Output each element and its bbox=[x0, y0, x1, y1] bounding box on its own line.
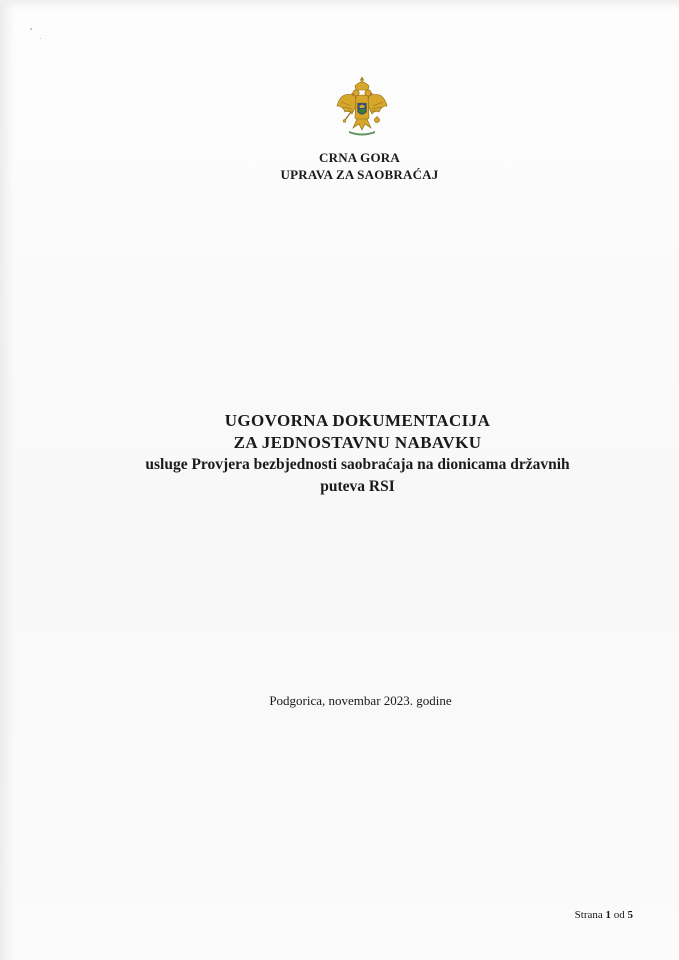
page-number-prefix: Strana bbox=[574, 909, 603, 921]
title-line-1: UGOVORNA DOKUMENTACIJA bbox=[224, 411, 491, 430]
page-number-separator: od bbox=[613, 909, 625, 921]
title-line-2: ZA JEDNOSTAVNU NABAVKU bbox=[233, 433, 482, 452]
montenegro-coat-of-arms-icon bbox=[333, 76, 391, 138]
place-and-date: Podgorica, novembar 2023. godine bbox=[269, 693, 452, 708]
page-number-total: 5 bbox=[627, 909, 633, 921]
document-title bbox=[0, 410, 679, 498]
header-institution: UPRAVA ZA SAOBRAĆAJ bbox=[280, 167, 439, 182]
title-line-3: usluge Provjera bezbjednosti saobraćaja na dionicama državnih bbox=[145, 456, 570, 473]
header-country: CRNA GORA bbox=[319, 150, 400, 165]
page-number-current: 1 bbox=[605, 909, 611, 921]
scan-speck bbox=[40, 38, 41, 39]
title-line-4: puteva RSI bbox=[320, 478, 395, 495]
crown-icon bbox=[355, 77, 369, 90]
scan-speck bbox=[30, 28, 32, 30]
scan-shadow-top bbox=[0, 0, 679, 10]
page-number bbox=[575, 909, 633, 921]
